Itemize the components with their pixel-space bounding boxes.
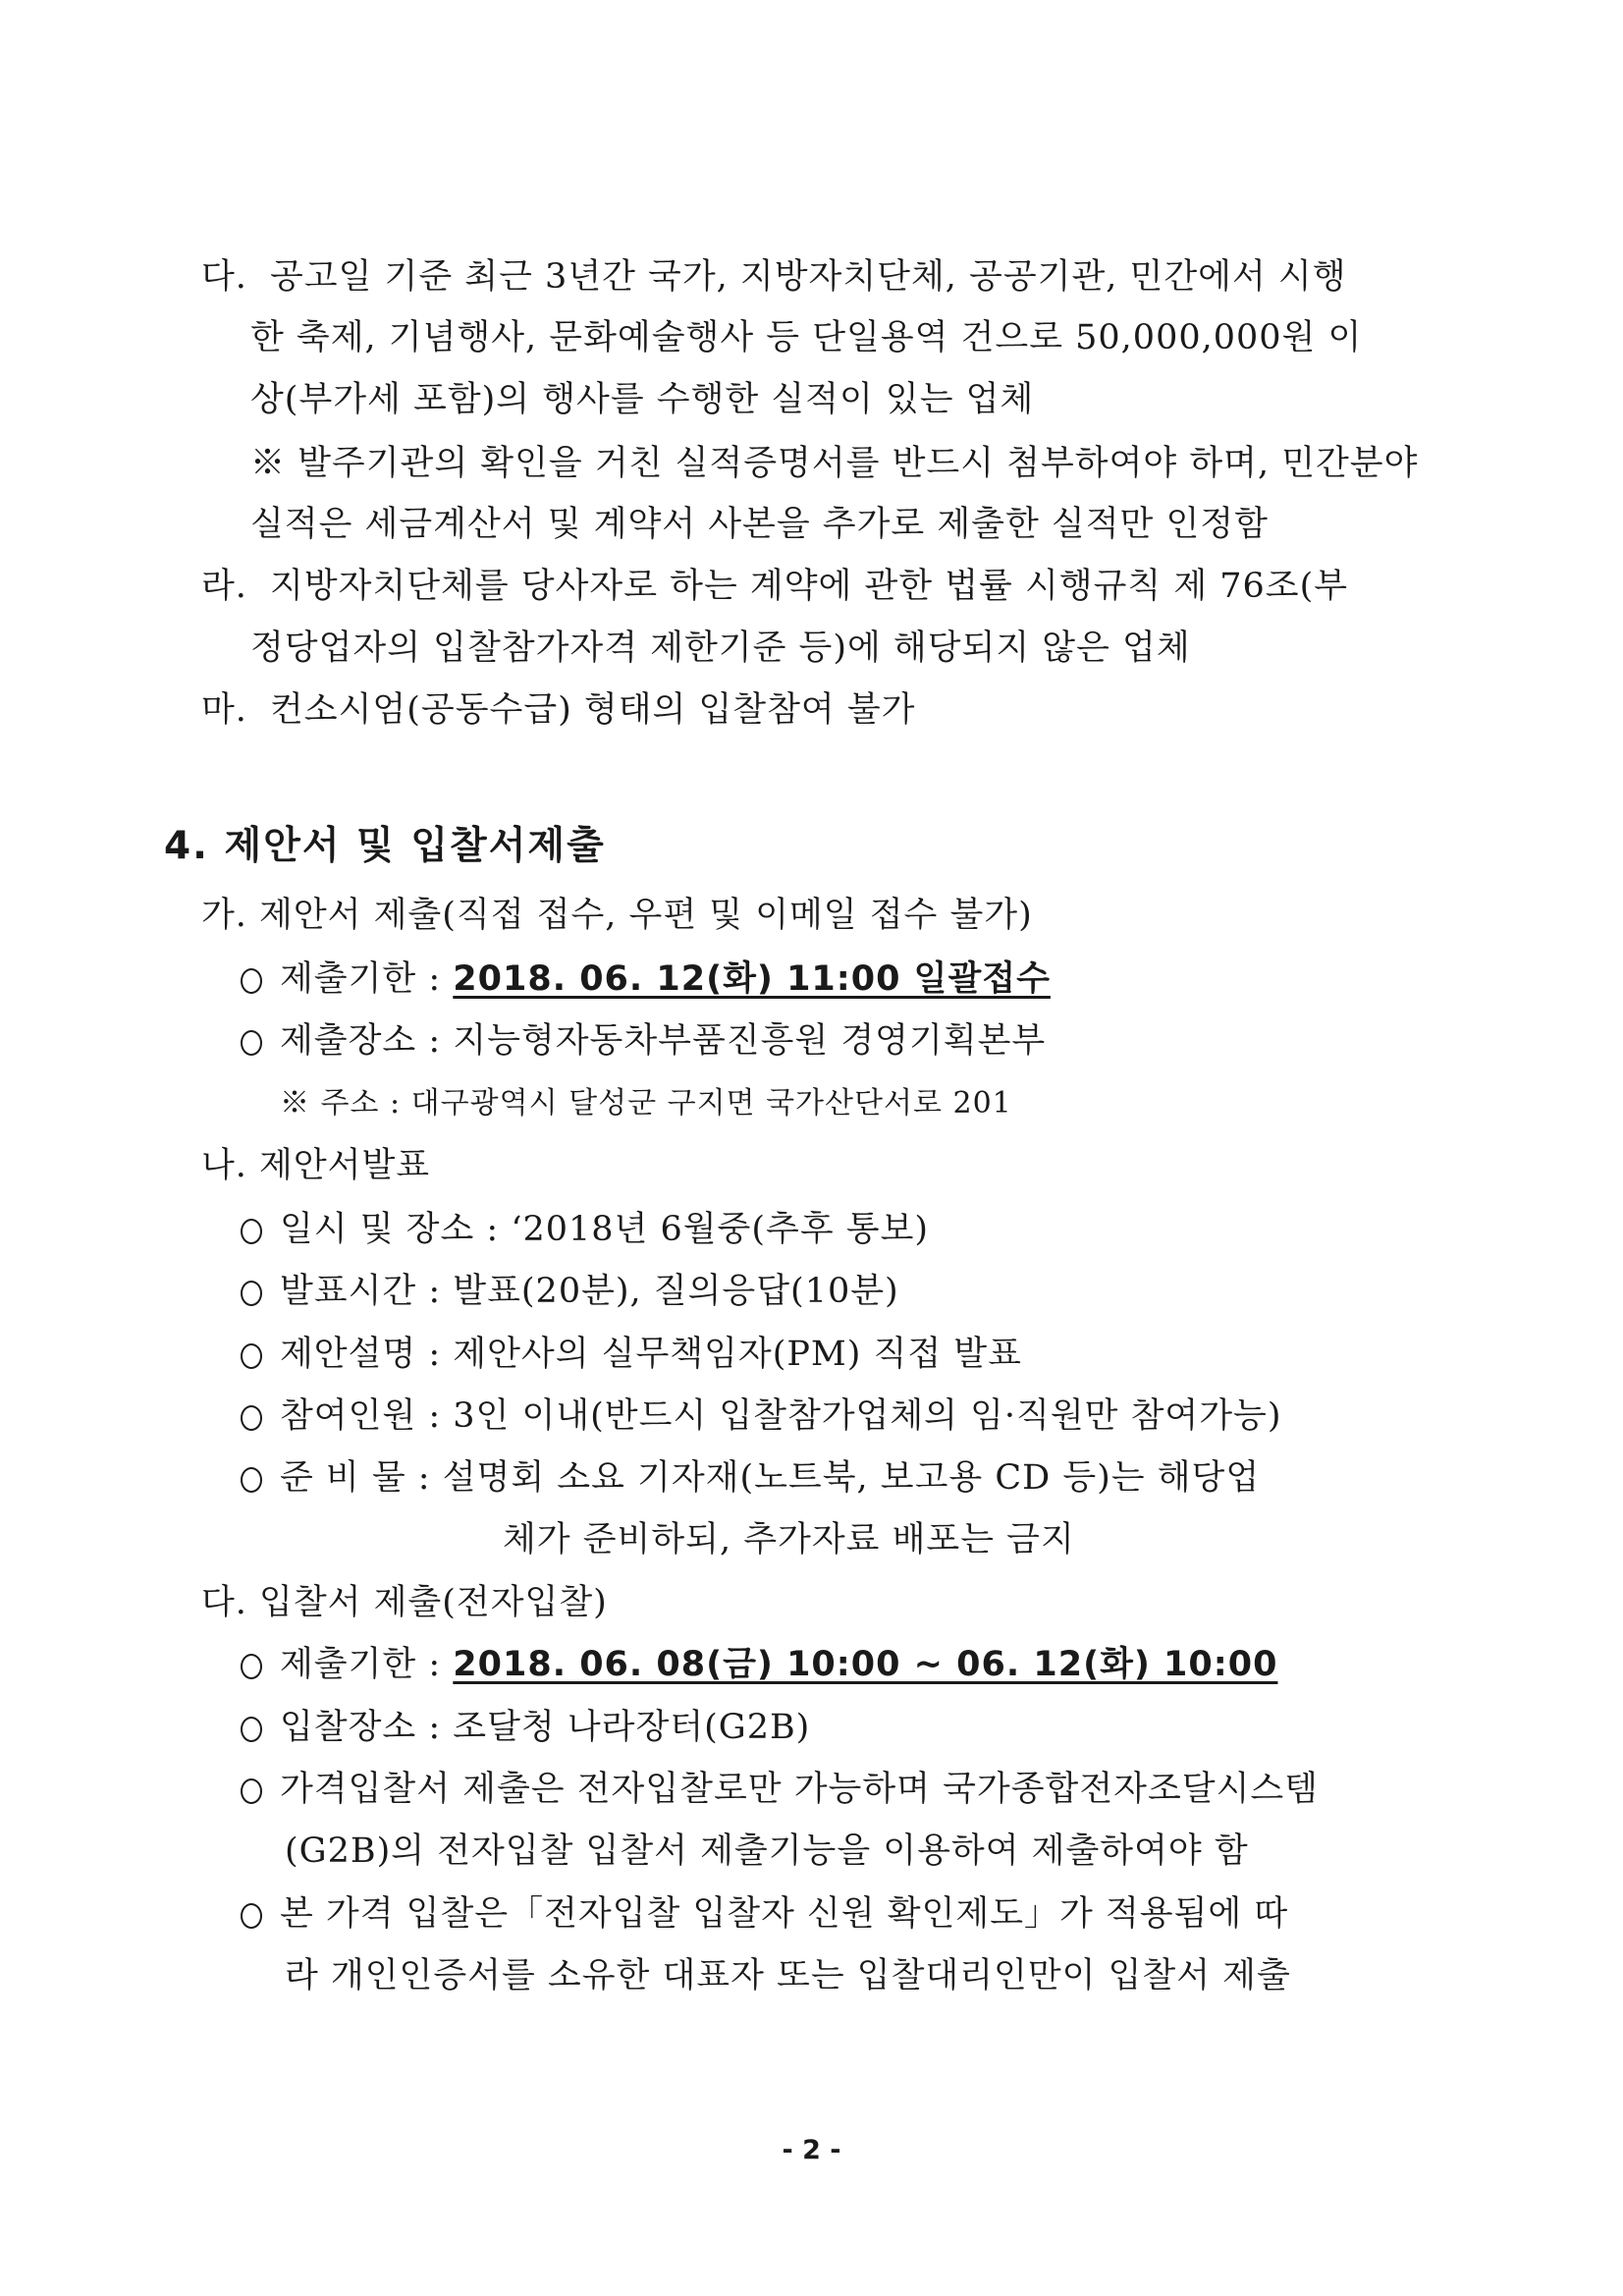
paragraph-line: 컨소시엄(공동수급) 형태의 입찰참여 불가	[270, 690, 916, 730]
bullet-item: 준 비 물 : 설명회 소요 기자재(노트북, 보고용 CD 등)는 해당업	[241, 1456, 1260, 1500]
section-heading: 4. 제안서 및 입찰서제출	[164, 824, 606, 868]
paragraph-line: 상(부가세 포함)의 행사를 수행한 실적이 있는 업체	[250, 380, 1035, 419]
bullet-item: 발표시간 : 발표(20분), 질의응답(10분)	[241, 1270, 899, 1313]
circle-bullet-icon	[241, 1281, 262, 1306]
circle-bullet-icon	[241, 1467, 262, 1493]
bullet-item: 제출장소 : 지능형자동차부품진흥원 경영기획본부	[241, 1019, 1046, 1063]
circle-bullet-icon	[241, 1717, 262, 1742]
circle-bullet-icon	[241, 1405, 262, 1431]
paragraph-line: 지방자치단체를 당사자로 하는 계약에 관한 법률 시행규칙 제 76조(부	[270, 567, 1349, 606]
bullet-item: 제출기한 : 2018. 06. 08(금) 10:00 ~ 06. 12(화) 10:00	[241, 1643, 1277, 1686]
paragraph-line: 정당업자의 입찰참가자격 제한기준 등)에 해당되지 않은 업체	[250, 629, 1191, 668]
circle-bullet-icon	[241, 1219, 262, 1244]
paragraph-line: 한 축제, 기념행사, 문화예술행사 등 단일용역 건으로 50,000,000원 이	[250, 318, 1363, 357]
circle-bullet-icon	[241, 1343, 262, 1369]
circle-bullet-icon	[241, 1654, 262, 1679]
subsection-title: 가. 제안서 제출(직접 접수, 우편 및 이메일 접수 불가)	[201, 896, 1033, 935]
list-marker-ra: 라.	[201, 567, 247, 606]
circle-bullet-icon	[241, 968, 262, 994]
circle-bullet-icon	[241, 1030, 262, 1056]
page-number: - 2 -	[782, 2135, 841, 2165]
bullet-item: 참여인원 : 3인 이내(반드시 입찰참가업체의 임·직원만 참여가능)	[241, 1394, 1282, 1438]
subsection-title: 다. 입찰서 제출(전자입찰)	[201, 1583, 608, 1622]
note-line: ※ 발주기관의 확인을 거친 실적증명서를 반드시 첨부하여야 하며, 민간분야	[250, 444, 1419, 483]
bullet-item: 가격입찰서 제출은 전자입찰로만 가능하며 국가종합전자조달시스템	[241, 1768, 1319, 1811]
bullet-continuation: (G2B)의 전자입찰 입찰서 제출기능을 이용하여 제출하여야 함	[285, 1831, 1249, 1871]
bullet-item: 본 가격 입찰은「전자입찰 입찰자 신원 확인제도」가 적용됨에 따	[241, 1892, 1288, 1936]
bullet-continuation: 라 개인인증서를 소유한 대표자 또는 입찰대리인만이 입찰서 제출	[285, 1956, 1291, 1995]
bullet-item: 제안설명 : 제안사의 실무책임자(PM) 직접 발표	[241, 1333, 1022, 1376]
list-marker-ma: 마.	[201, 690, 247, 730]
deadline-value: 2018. 06. 12(화) 11:00 일괄접수	[453, 959, 1051, 999]
bullet-item: 제출기한 : 2018. 06. 12(화) 11:00 일괄접수	[241, 957, 1051, 1001]
bullet-item: 입찰장소 : 조달청 나라장터(G2B)	[241, 1706, 810, 1749]
circle-bullet-icon	[241, 1903, 262, 1929]
deadline-value: 2018. 06. 08(금) 10:00 ~ 06. 12(화) 10:00	[453, 1645, 1278, 1684]
address-note: ※ 주소 : 대구광역시 달성군 구지면 국가산단서로 201	[280, 1086, 1012, 1121]
note-line: 실적은 세금계산서 및 계약서 사본을 추가로 제출한 실적만 인정함	[250, 505, 1269, 544]
subsection-title: 나. 제안서발표	[201, 1146, 431, 1185]
paragraph-line: 공고일 기준 최근 3년간 국가, 지방자치단체, 공공기관, 민간에서 시행	[270, 257, 1347, 297]
bullet-item: 일시 및 장소 : ‘2018년 6월중(추후 통보)	[241, 1208, 929, 1251]
bullet-continuation: 체가 준비하되, 추가자료 배포는 금지	[503, 1520, 1075, 1559]
circle-bullet-icon	[241, 1778, 262, 1804]
list-marker-da: 다.	[201, 257, 247, 297]
